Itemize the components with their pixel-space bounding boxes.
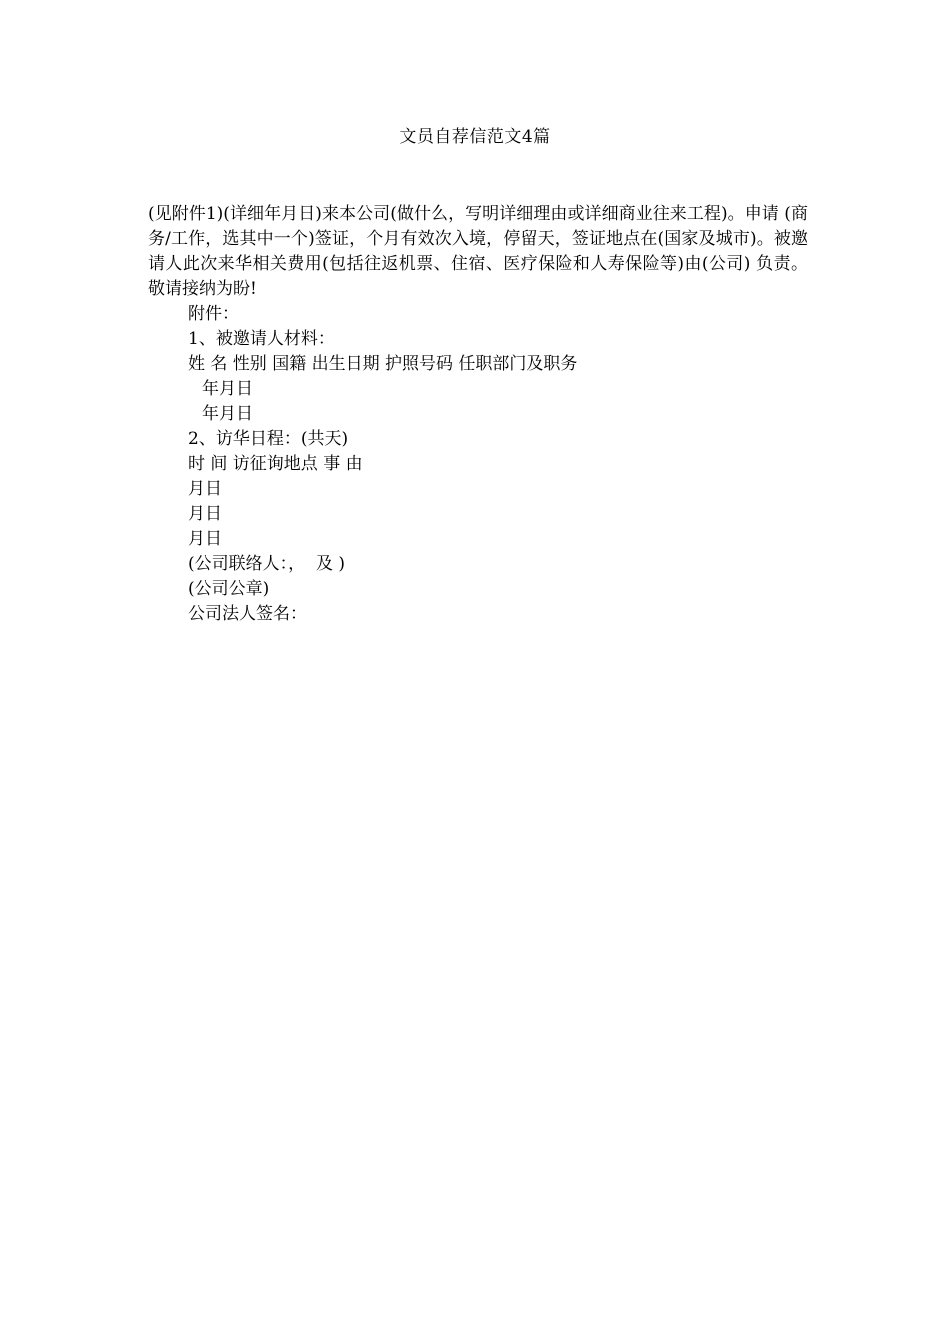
invitee-row: 年月日 [202, 404, 253, 424]
document-body [148, 202, 808, 627]
schedule-heading: 2、访华日程：(共天) [188, 429, 349, 449]
schedule-row: 月日 [188, 479, 222, 499]
document-title: 文员自荐信范文4篇 [399, 127, 551, 147]
invitee-row: 年月日 [202, 379, 253, 399]
company-seal: (公司公章) [188, 579, 270, 599]
schedule-columns: 时 间 访征询地点 事 由 [188, 454, 363, 474]
company-contact: (公司联络人：， 及 ) [188, 554, 345, 574]
schedule-row: 月日 [188, 529, 222, 549]
invitee-columns: 姓 名 性别 国籍 出生日期 护照号码 任职部门及职务 [188, 354, 578, 374]
invitation-paragraph: (见附件1)(详细年月日)来本公司(做什么，写明详细理由或详细商业往来工程)。申请 (商务/工作，选其中一个)签证，个月有效次入境，停留天，签证地点在(国家及城市)。被邀请人此次来华相关费用(包括往返机票、住宿、医疗保险和人寿保险等)由(公司) 负责。敬请接纳为盼! [148, 204, 808, 299]
schedule-row: 月日 [188, 504, 222, 524]
legal-representative-signature: 公司法人签名： [188, 604, 307, 624]
invitee-heading: 1、被邀请人材料： [188, 329, 335, 349]
attachment-label: 附件： [188, 304, 239, 324]
